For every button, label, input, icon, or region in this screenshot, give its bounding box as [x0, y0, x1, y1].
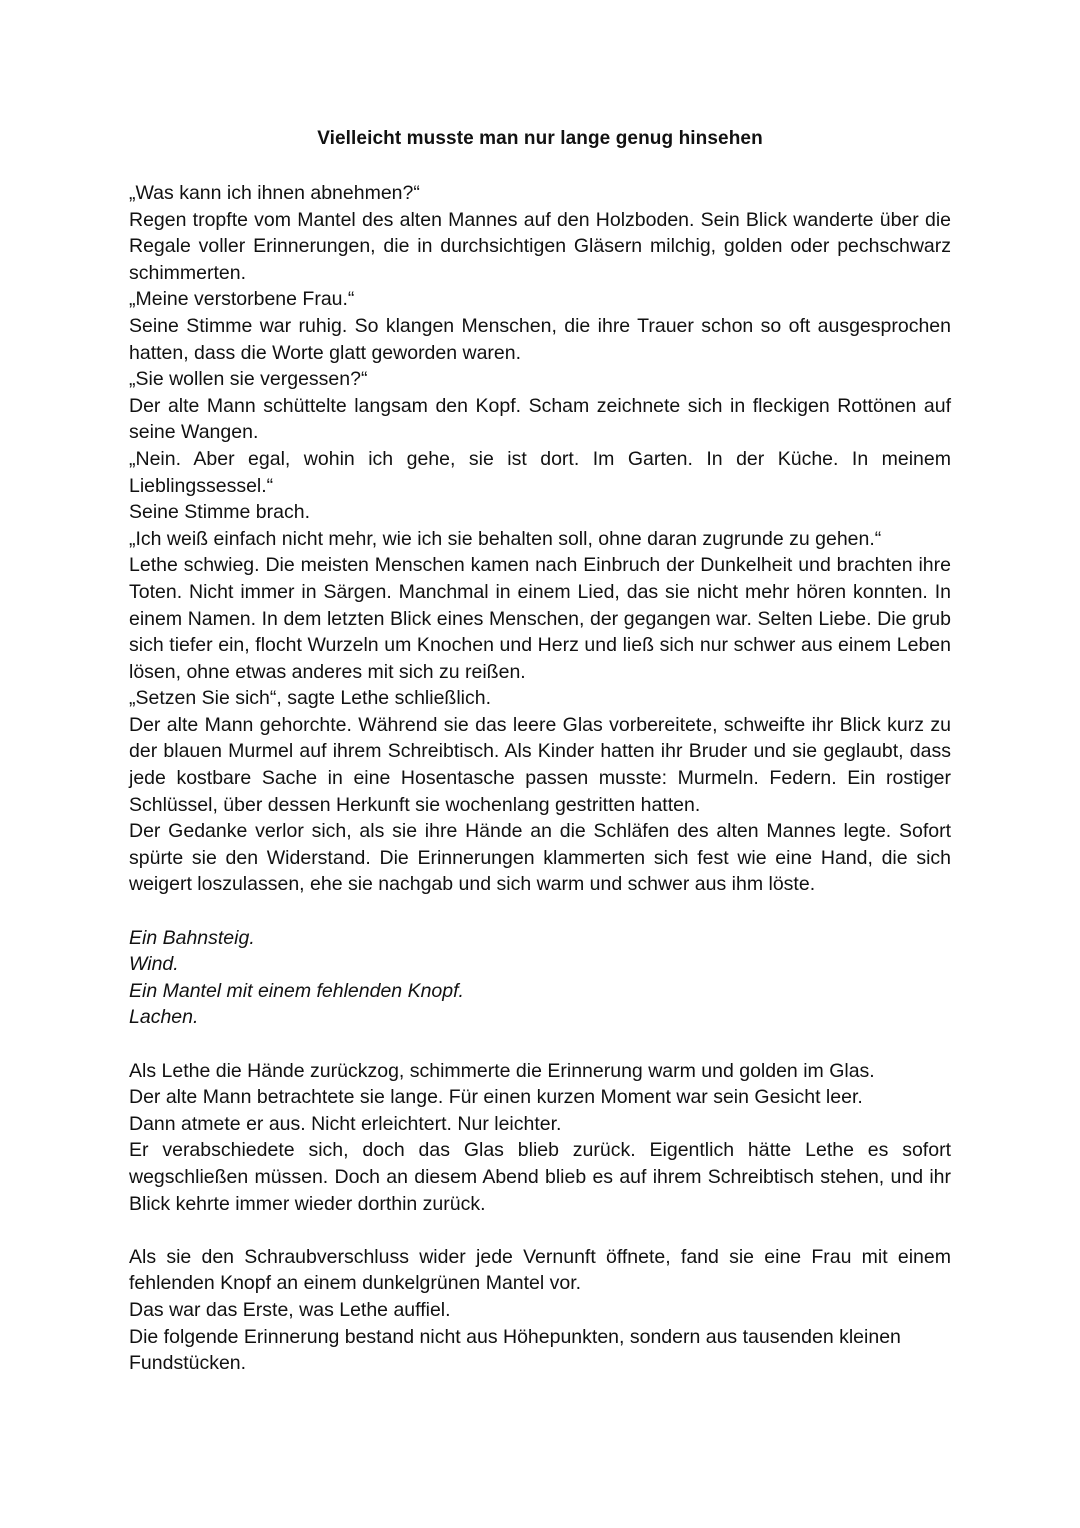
blank-line: [129, 898, 951, 925]
paragraph: Lethe schwieg. Die meisten Menschen kamen nach Einbruch der Dunkelheit und brachten ihre Toten. Nicht immer in Särgen. Manchmal in einem Lied, das sie nicht mehr hören konnten. In einem Namen. In dem letzten Blick eines Menschen, der gegangen war. Selten Liebe. Die grub sich tiefer ein, flocht Wurzeln um Knochen und Herz und ließ sich nur schwer aus einem Leben lösen, ohne etwas anderes mit sich zu reißen.: [129, 554, 951, 683]
memory-line: Ein Mantel mit einem fehlenden Knopf.: [129, 979, 464, 1002]
paragraph: „Was kann ich ihnen abnehmen?“: [129, 182, 420, 204]
memory-line: Lachen.: [129, 1006, 199, 1029]
paragraph: „Setzen Sie sich“, sagte Lethe schließlich.: [129, 687, 492, 710]
paragraph: „Meine verstorbene Frau.“: [129, 288, 355, 311]
paragraph: Als sie den Schraubverschluss wider jede Vernunft öffnete, fand sie eine Frau mit einem fehlenden Knopf an einem dunkelgrünen Mantel vor.: [129, 1245, 951, 1295]
paragraph: Das war das Erste, was Lethe auffiel.: [129, 1298, 451, 1321]
paragraph: Als Lethe die Hände zurückzog, schimmerte die Erinnerung warm und golden im Glas.: [129, 1059, 875, 1082]
paragraph: Der alte Mann schüttelte langsam den Kopf. Scham zeichnete sich in fleckigen Rottönen auf seine Wangen.: [129, 394, 951, 444]
paragraph: Er verabschiedete sich, doch das Glas blieb zurück. Eigentlich hätte Lethe es sofort wegschließen müssen. Doch an diesem Abend blieb es auf ihrem Schreibtisch stehen, und ihr Blick kehrte immer wieder dorthin zurück.: [129, 1139, 951, 1215]
paragraph: Der alte Mann gehorchte. Während sie das leere Glas vorbereitete, schweifte ihr Blick kurz zu der blauen Murmel auf ihrem Schreibtisch. Als Kinder hatten ihr Bruder und sie geglaubt, dass jede kostbare Sache in eine Hosentasche passen musste: Murmeln. Federn. Ein rostiger Schlüssel, über dessen Herkunft sie wochenlang gestritten hatten.: [129, 713, 951, 816]
blank-line: [129, 1031, 951, 1058]
blank-line: [129, 1217, 951, 1244]
paragraph: „Ich weiß einfach nicht mehr, wie ich sie behalten soll, ohne daran zugrunde zu gehen.“: [129, 527, 882, 550]
paragraph: „Nein. Aber egal, wohin ich gehe, sie ist dort. Im Garten. In der Küche. In meinem Lieblingssessel.“: [129, 447, 951, 497]
paragraph: Die folgende Erinnerung bestand nicht aus Höhepunkten, sondern aus tausenden kleinen Fundstücken.: [129, 1325, 901, 1375]
paragraph: Regen tropfte vom Mantel des alten Mannes auf den Holzboden. Sein Blick wanderte über die Regale voller Erinnerungen, die in durchsichtigen Gläsern milchig, golden oder pechschwarz schimmerten.: [129, 208, 951, 284]
page-title: Vielleicht musste man nur lange genug hinsehen: [317, 128, 763, 149]
paragraph: Der alte Mann betrachtete sie lange. Für einen kurzen Moment war sein Gesicht leer.: [129, 1086, 863, 1109]
memory-line: Ein Bahnsteig.: [129, 926, 255, 949]
paragraph: „Sie wollen sie vergessen?“: [129, 368, 368, 391]
memory-line: Wind.: [129, 953, 179, 976]
paragraph: Seine Stimme brach.: [129, 501, 310, 524]
paragraph: Seine Stimme war ruhig. So klangen Menschen, die ihre Trauer schon so oft ausgesprochen hatten, dass die Worte glatt geworden waren.: [129, 314, 951, 364]
paragraph: Dann atmete er aus. Nicht erleichtert. Nur leichter.: [129, 1112, 562, 1135]
paragraph: Der Gedanke verlor sich, als sie ihre Hände an die Schläfen des alten Mannes legte. Sofort spürte sie den Widerstand. Die Erinnerungen klammerten sich fest wie eine Hand, die sich weigert loszulassen, ehe sie nachgab und sich warm und schwer aus ihm löste.: [129, 820, 951, 896]
story-body: [129, 180, 951, 1377]
